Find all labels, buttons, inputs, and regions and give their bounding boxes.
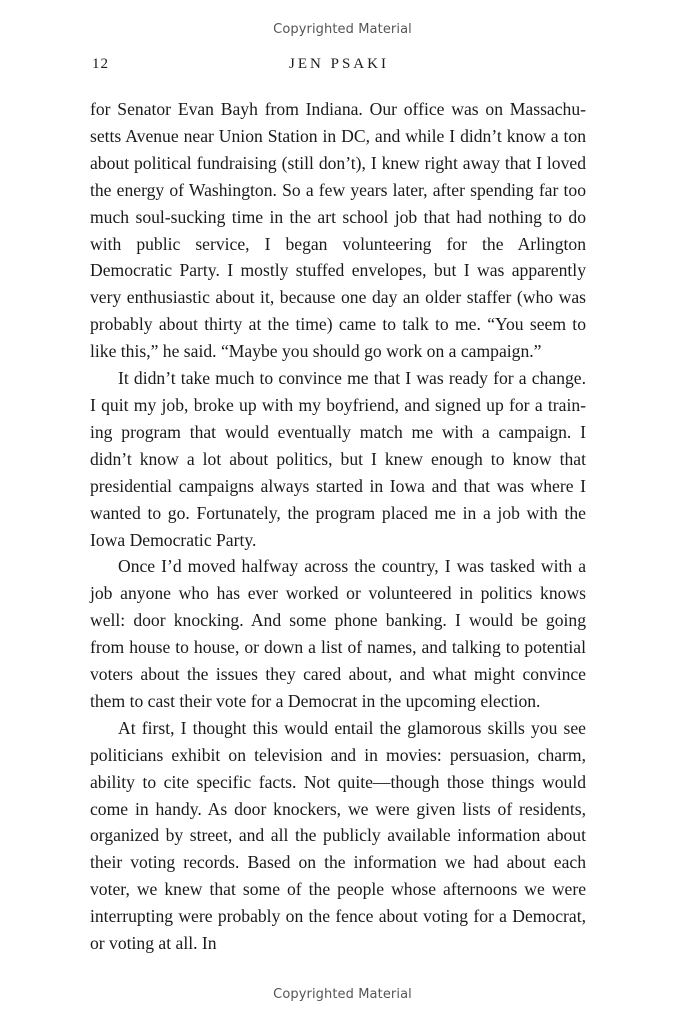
paragraph: Once I’d moved halfway across the country, I was tasked with a job anyone who has ever worked or volunteered in politics knows well: door knocking. And some phone banking. I would be going from house to house, or down a list of names, and talking to potential voters about the issues they cared about, and what might convince them to cast their vote for a Democrat in the upcoming election. <box>90 556 586 711</box>
page-number: 12 <box>92 56 109 72</box>
paragraph: It didn’t take much to convince me that I was ready for a change. I quit my job, broke up with my boyfriend, and signed up for a training program that would eventually match me with a campaign. I didn’t know a lot about politics, but I knew enough to know that presidential campaigns always started in Iowa and that was where I wanted to go. Fortunately, the program placed me in a job with the Iowa Democratic Party. <box>90 368 586 550</box>
copyright-watermark-bottom: Copyrighted Material <box>273 987 412 1002</box>
copyright-watermark-top: Copyrighted Material <box>273 22 412 37</box>
paragraph: for Senator Evan Bayh from Indiana. Our office was on Massachusetts Avenue near Union Station in DC, and while I didn’t know a ton about political fundraising (still don’t), I knew right away that I loved the energy of Washington. So a few years later, after spending far too much soul-sucking time in the art school job that had nothing to do with public service, I began volunteering for the Arlington Democratic Party. I mostly stuffed envelopes, but I was apparently very enthusiastic about it, because one day an older staffer (who was probably about thirty at the time) came to talk to me. “You seem to like this,” he said. “Maybe you should go work on a campaign.” <box>90 99 586 362</box>
body-text <box>90 96 586 957</box>
running-head-author: JEN PSAKI <box>289 56 389 72</box>
running-header <box>92 56 586 78</box>
paragraph: At first, I thought this would entail the glamorous skills you see politicians exhibit on television and in movies: persuasion, charm, ability to cite specific facts. Not quite—though those things would come in handy. As door knockers, we were given lists of residents, organized by street, and all the publicly available information about their voting records. Based on the information we had about each voter, we knew that some of the people whose afternoons we were interrupting were probably on the fence about voting for a Democrat, or voting at all. In <box>90 717 586 954</box>
